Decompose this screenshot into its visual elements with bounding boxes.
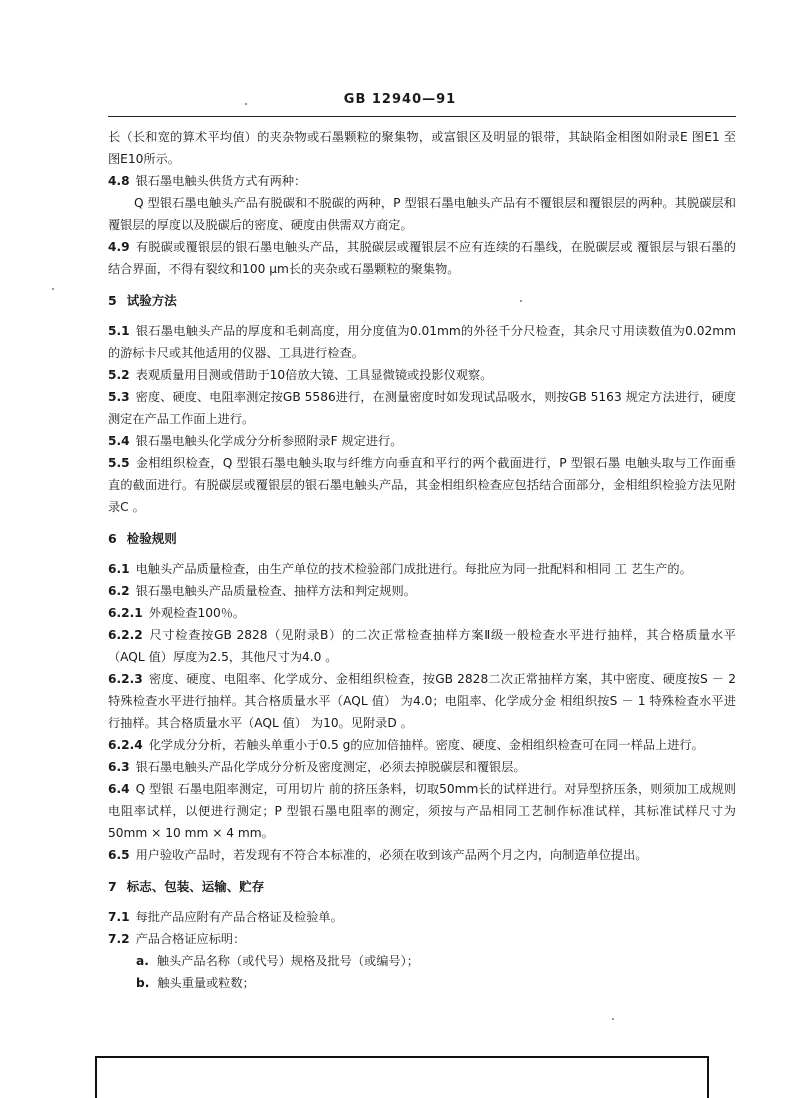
scan-speck [612, 1018, 614, 1020]
section-heading-5: 5 试验方法 [108, 293, 177, 308]
standard-number-header: GB 12940—91 [343, 92, 457, 107]
clause-6-4: 6.4 Q 型银 石墨电阻率测定，可用切片 前的挤压条料，切取50mm长的试样进行。对异型挤压条，则须加工成规则电阻率试样，以便进行测定；P 型银石墨电阻率的测定，须按与产品相同工艺制作标准试样，其标准试样尺寸为50mm × 10 mm × 4 mm。 [108, 782, 736, 840]
list-item-b: b. 触头重量或粒数； [136, 976, 255, 990]
clause-6-2: 6.2 银石墨电触头产品质量检查、抽样方法和判定规则。 [108, 584, 416, 598]
scan-speck [520, 300, 522, 302]
clause-5-5: 5.5 金相组织检查，Q 型银石墨电触头取与纤维方向垂直和平行的两个截面进行，P 型银石墨 电触头取与工作面垂直的截面进行。有脱碳层或覆银层的银石墨电触头产品，其金相组织检查应包括结合面部分，金相组织检验方法见附录C 。 [108, 456, 736, 514]
paragraph: 长（长和宽的算术平均值）的夹杂物或石墨颗粒的聚集物，或富银区及明显的银带，其缺陷金相图如附录E 图E1 至图E10所示。 [108, 130, 736, 166]
clause-6-5: 6.5 用户验收产品时，若发现有不符合本标准的，必须在收到该产品两个月之内，向制造单位提出。 [108, 848, 648, 862]
clause-6-2-1: 6.2.1 外观检查100％。 [108, 606, 246, 620]
clause-6-1: 6.1 电触头产品质量检查，由生产单位的技术检验部门成批进行。每批应为同一批配料和相同 工 艺生产的。 [108, 562, 692, 576]
section-heading-7: 7 标志、包装、运输、贮存 [108, 879, 265, 894]
clause-6-3: 6.3 银石墨电触头产品化学成分分析及密度测定，必须去掉脱碳层和覆银层。 [108, 760, 526, 774]
list-item-a: a. 触头产品名称（或代号）规格及批号（或编号）； [136, 954, 419, 968]
clause-6-2-2: 6.2.2 尺寸检查按GB 2828（见附录B）的二次正常检查抽样方案Ⅱ级一般检查水平进行抽样，其合格质量水平（AQL 值）厚度为2.5，其他尺寸为4.0 。 [108, 628, 736, 664]
paragraph: Q 型银石墨电触头产品有脱碳和不脱碳的两种，P 型银石墨电触头产品有不覆银层和覆银层的两种。其脱碳层和覆银层的厚度以及脱碳后的密度、硬度由供需双方商定。 [108, 196, 736, 232]
clause-7-1: 7.1 每批产品应附有产品合格证及检验单。 [108, 910, 343, 924]
header-rule [108, 116, 736, 117]
scan-speck [245, 103, 247, 105]
scan-speck [52, 288, 54, 290]
document-body [108, 126, 736, 994]
clause-6-2-3: 6.2.3 密度、硬度、电阻率、化学成分、金相组织检查，按GB 2828二次正常抽样方案，其中密度、硬度按S － 2 特殊检查水平进行抽样。其合格质量水平（AQL 值） 为4.0；电阻率、化学成分金 相组织按S － 1 特殊检查水平进行抽样。其合格质量水平（AQL 值） 为10。见附录D 。 [108, 672, 736, 730]
clause-7-2: 7.2 产品合格证应标明： [108, 932, 246, 946]
clause-5-2: 5.2 表观质量用目测或借助于10倍放大镜、工具显微镜或投影仪观察。 [108, 368, 493, 382]
section-heading-6: 6 检验规则 [108, 531, 177, 546]
clause-6-2-4: 6.2.4 化学成分分析，若触头单重小于0.5 g的应加倍抽样。密度、硬度、金相组织检查可在同一样品上进行。 [108, 738, 704, 752]
clause-4-9: 4.9 有脱碳或覆银层的银石墨电触头产品，其脱碳层或覆银层不应有连续的石墨线，在脱碳层或 覆银层与银石墨的结合界面，不得有裂纹和100 μm长的夹杂或石墨颗粒的聚集物。 [108, 240, 736, 276]
clause-5-4: 5.4 银石墨电触头化学成分分析参照附录F 规定进行。 [108, 434, 403, 448]
clause-5-3: 5.3 密度、硬度、电阻率测定按GB 5586进行，在测量密度时如发现试品吸水，则按GB 5163 规定方法进行，硬度测定在产品工作面上进行。 [108, 390, 736, 426]
footer-border-box [95, 1056, 709, 1098]
clause-4-8: 4.8 银石墨电触头供货方式有两种： [108, 174, 307, 188]
clause-5-1: 5.1 银石墨电触头产品的厚度和毛刺高度，用分度值为0.01mm的外径千分尺检查，其余尺寸用读数值为0.02mm的游标卡尺或其他适用的仪器、工具进行检查。 [108, 324, 736, 360]
